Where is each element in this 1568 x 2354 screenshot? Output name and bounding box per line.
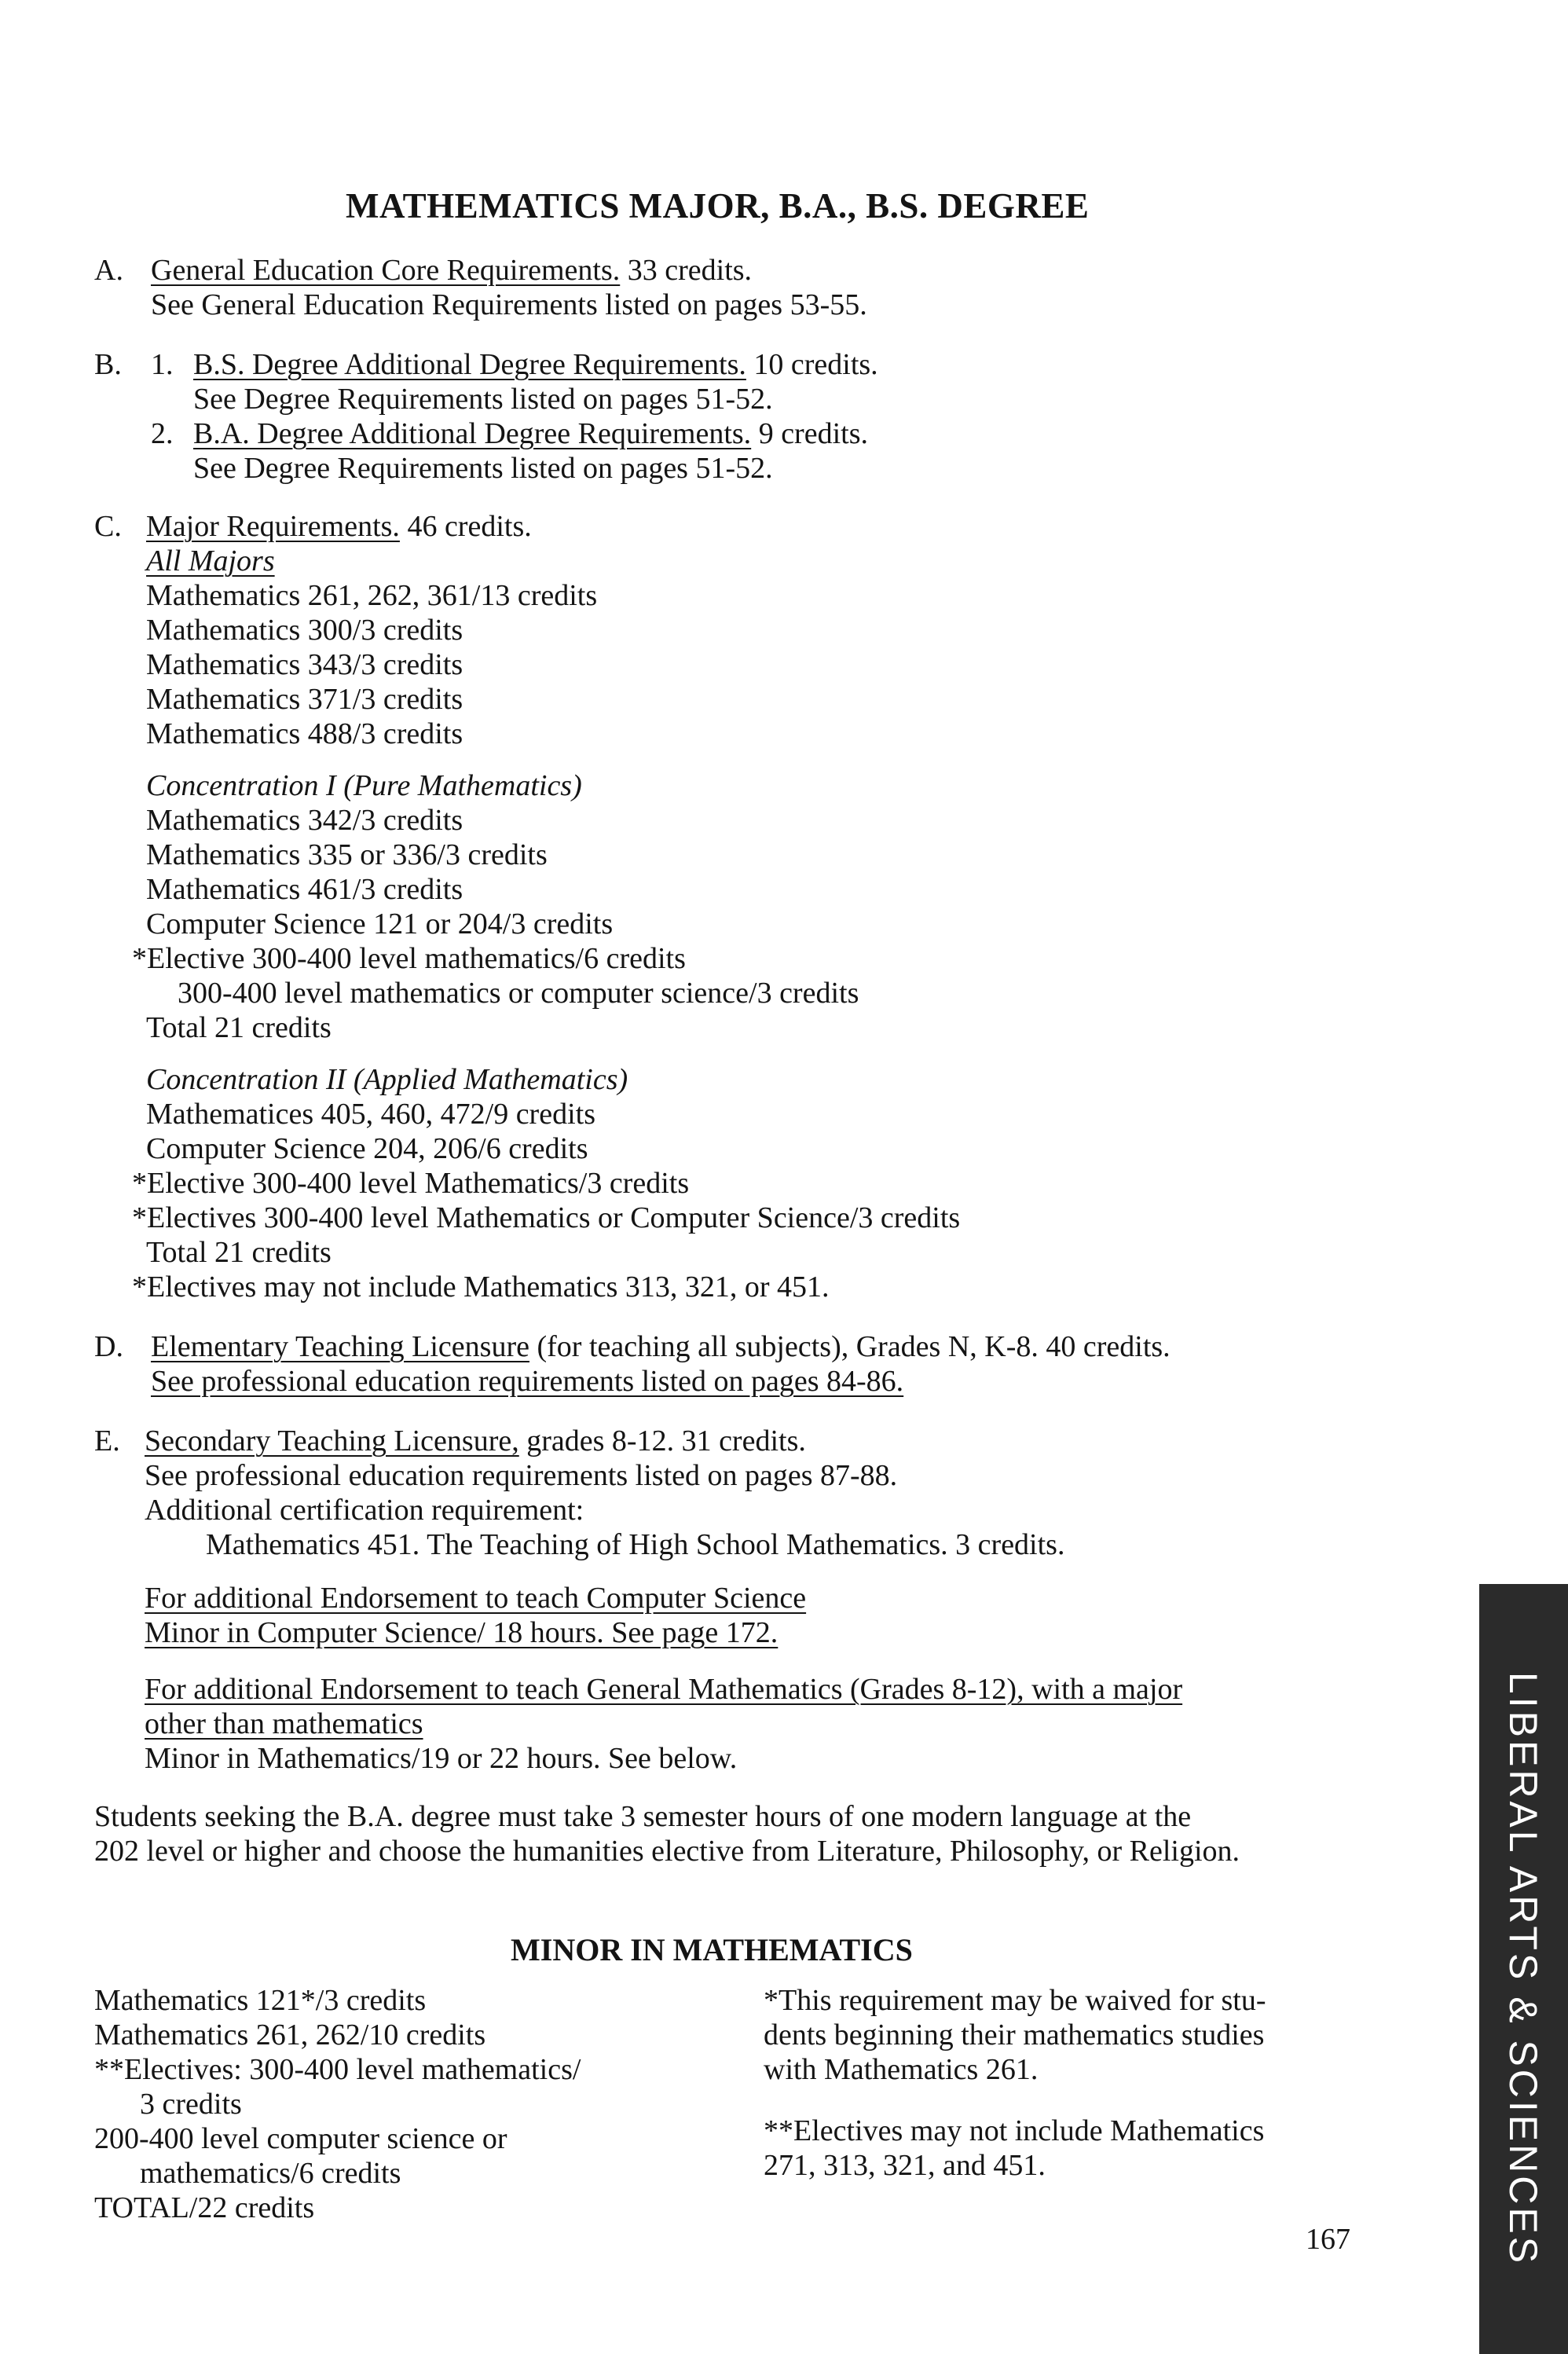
section-e-line — [145, 1424, 806, 1458]
section-b1-heading: B.S. Degree Additional Degree Requirements. — [193, 348, 746, 381]
section-d-rest: (for teaching all subjects), Grades N, K-8. 40 credits. — [529, 1330, 1171, 1363]
section-a-credits: 33 credits. — [620, 254, 753, 287]
section-a-line — [151, 253, 752, 288]
section-b2-line — [193, 416, 868, 451]
minor-note-line: with Mathematics 261. — [764, 2053, 1039, 2086]
concentration-1-line: Mathematics 335 or 336/3 credits — [146, 838, 548, 871]
section-b1-note: See Degree Requirements listed on pages 51-52. — [193, 383, 773, 416]
minor-line: Mathematics 261, 262/10 credits — [94, 2018, 486, 2052]
section-d-line — [151, 1329, 1171, 1364]
section-a-heading: General Education Core Requirements. — [151, 254, 621, 287]
section-e-note: See professional education requirements listed on pages 87-88. — [145, 1459, 898, 1492]
section-c-heading: Major Requirements. — [146, 510, 400, 543]
concentration-2-line: Computer Science 204, 206/6 credits — [146, 1132, 588, 1165]
endorse-gm-line: For additional Endorsement to teach General Mathematics (Grades 8-12), with a major — [145, 1673, 1183, 1706]
section-c-line — [146, 509, 532, 544]
concentration-2-total: Total 21 credits — [146, 1236, 332, 1269]
minor-note-line: **Electives may not include Mathematics — [764, 2114, 1265, 2147]
additional-cert-label: Additional certification requirement: — [145, 1494, 584, 1527]
minor-line: Mathematics 121*/3 credits — [94, 1984, 427, 2017]
minor-line: 200-400 level computer science or — [94, 2122, 507, 2155]
section-e-marker: E. — [94, 1424, 120, 1458]
concentration-2-label: Concentration II (Applied Mathematics) — [146, 1063, 628, 1096]
ba-note-line: 202 level or higher and choose the humanities elective from Literature, Philosophy, or Religion. — [94, 1835, 1240, 1868]
section-d-heading: Elementary Teaching Licensure — [151, 1330, 529, 1363]
concentration-2-elective: *Electives 300-400 level Mathematics or Computer Science/3 credits — [132, 1201, 961, 1234]
section-b2-marker: 2. — [151, 417, 174, 450]
all-majors-line: Mathematics 300/3 credits — [146, 614, 463, 647]
section-b2-heading: B.A. Degree Additional Degree Requirements. — [193, 417, 752, 450]
endorse-gm-line: other than mathematics — [145, 1707, 423, 1740]
minor-line: mathematics/6 credits — [140, 2157, 401, 2190]
endorse-gm-line: Minor in Mathematics/19 or 22 hours. See below. — [145, 1742, 738, 1775]
concentration-1-line: Computer Science 121 or 204/3 credits — [146, 908, 614, 940]
section-b-marker: B. — [94, 348, 122, 381]
section-b1-line — [193, 347, 878, 382]
concentration-1-line: Mathematics 461/3 credits — [146, 873, 463, 906]
concentration-1-total: Total 21 credits — [146, 1011, 332, 1044]
section-e-rest: grades 8-12. 31 credits. — [518, 1424, 806, 1458]
page-number: 167 — [1306, 2223, 1350, 2256]
all-majors-line: Mathematics 343/3 credits — [146, 648, 463, 681]
section-b1-marker: 1. — [151, 348, 174, 381]
section-thumb-tab — [1479, 1584, 1568, 2354]
concentration-1-line: Mathematics 342/3 credits — [146, 804, 463, 837]
concentration-2-elective: *Elective 300-400 level Mathematics/3 credits — [132, 1167, 690, 1200]
section-d-marker: D. — [94, 1330, 123, 1363]
section-d-note: See professional education requirements listed on pages 84-86. — [151, 1365, 904, 1398]
concentration-1-elective: 300-400 level mathematics or computer science/3 credits — [178, 977, 859, 1010]
section-b2-credits: 9 credits. — [751, 417, 868, 450]
endorse-cs-line: Minor in Computer Science/ 18 hours. See page 172. — [145, 1616, 779, 1649]
section-thumb-tab-label: LIBERAL ARTS & SCIENCES — [1501, 1671, 1545, 2267]
section-c-marker: C. — [94, 510, 122, 543]
additional-cert-course: Mathematics 451. The Teaching of High School Mathematics. 3 credits. — [206, 1528, 1065, 1561]
minor-title: MINOR IN MATHEMATICS — [511, 1932, 913, 1967]
minor-note-line: 271, 313, 321, and 451. — [764, 2149, 1046, 2182]
minor-note-line: dents beginning their mathematics studies — [764, 2018, 1265, 2052]
endorse-cs-line: For additional Endorsement to teach Computer Science — [145, 1582, 807, 1615]
section-e-heading: Secondary Teaching Licensure, — [145, 1424, 519, 1458]
section-a-note: See General Education Requirements listed on pages 53-55. — [151, 288, 867, 321]
all-majors-label: All Majors — [146, 544, 275, 578]
concentration-1-elective: *Elective 300-400 level mathematics/6 credits — [132, 942, 686, 975]
minor-line: **Electives: 300-400 level mathematics/ — [94, 2053, 581, 2086]
all-majors-line: Mathematics 371/3 credits — [146, 683, 463, 716]
concentration-2-line: Mathematices 405, 460, 472/9 credits — [146, 1098, 595, 1131]
minor-line: 3 credits — [140, 2088, 242, 2121]
section-c-credits: 46 credits. — [399, 510, 532, 543]
minor-line: TOTAL/22 credits — [94, 2191, 315, 2224]
ba-note-line: Students seeking the B.A. degree must take 3 semester hours of one modern language at the — [94, 1800, 1192, 1833]
section-b1-credits: 10 credits. — [746, 348, 878, 381]
page-title: MATHEMATICS MAJOR, B.A., B.S. DEGREE — [346, 186, 1090, 226]
section-b2-note: See Degree Requirements listed on pages 51-52. — [193, 452, 773, 485]
section-a-marker: A. — [94, 254, 123, 287]
electives-note: *Electives may not include Mathematics 313, 321, or 451. — [132, 1270, 830, 1304]
all-majors-line: Mathematics 261, 262, 361/13 credits — [146, 579, 598, 612]
minor-note-line: *This requirement may be waived for stu- — [764, 1984, 1266, 2017]
all-majors-line: Mathematics 488/3 credits — [146, 717, 463, 750]
concentration-1-label: Concentration I (Pure Mathematics) — [146, 769, 582, 802]
